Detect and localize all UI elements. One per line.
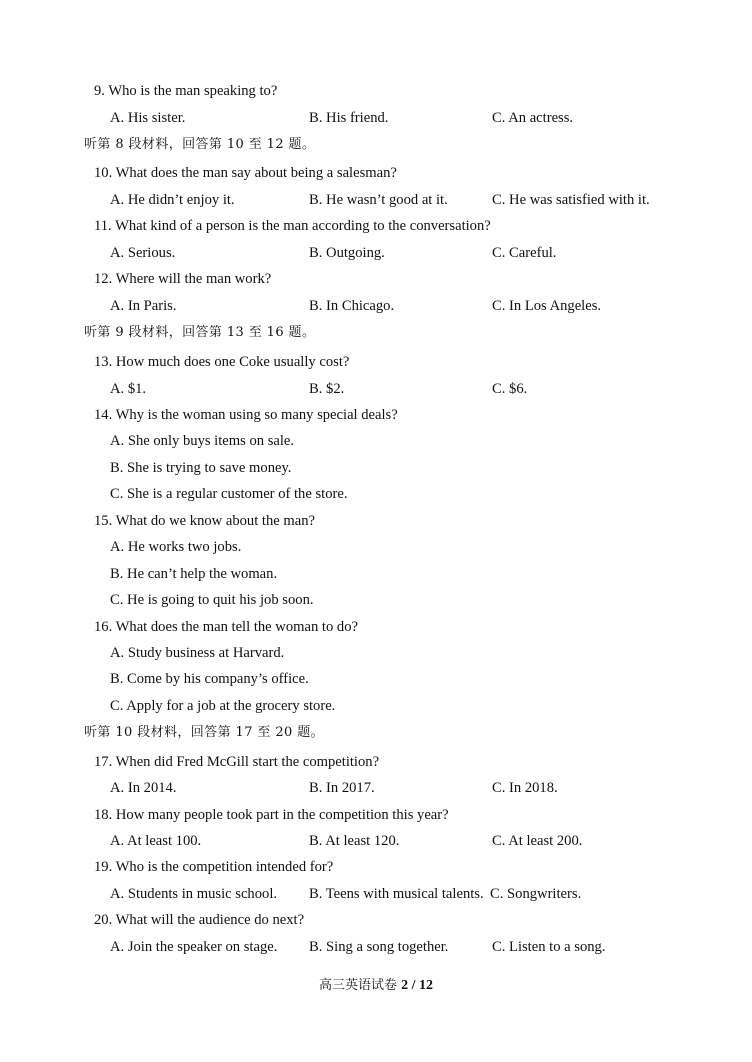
question-11: 11. What kind of a person is the man according to the conversation? (94, 218, 491, 234)
option-15c: C. He is going to quit his job soon. (110, 592, 314, 608)
option-18b: B. At least 120. (309, 833, 400, 849)
option-20a: A. Join the speaker on stage. (110, 939, 278, 955)
option-13a: A. $1. (110, 381, 147, 397)
option-10a: A. He didn’t enjoy it. (110, 192, 235, 208)
option-14a: A. She only buys items on sale. (110, 433, 295, 449)
option-10b: B. He wasn’t good at it. (309, 192, 448, 208)
question-10: 10. What does the man say about being a salesman? (94, 165, 397, 181)
question-19: 19. Who is the competition intended for? (94, 859, 334, 875)
option-9b: B. His friend. (309, 110, 389, 126)
question-15: 15. What do we know about the man? (94, 513, 316, 529)
option-16c: C. Apply for a job at the grocery store. (110, 698, 336, 714)
section-heading-9: 听第 9 段材料，回答第 13 至 16 题。 (84, 325, 316, 340)
question-12: 12. Where will the man work? (94, 271, 272, 287)
option-12b: B. In Chicago. (309, 298, 395, 314)
option-10c: C. He was satisfied with it. (492, 192, 650, 208)
option-18c: C. At least 200. (492, 833, 583, 849)
question-18: 18. How many people took part in the competition this year? (94, 807, 449, 823)
option-20b: B. Sing a song together. (309, 939, 449, 955)
footer-title: 高三英语试卷 (318, 978, 397, 993)
option-13c: C. $6. (492, 381, 528, 397)
option-17c: C. In 2018. (492, 780, 558, 796)
option-11a: A. Serious. (110, 245, 176, 261)
option-17a: A. In 2014. (110, 780, 177, 796)
option-19c: C. Songwriters. (490, 886, 582, 902)
option-17b: B. In 2017. (309, 780, 375, 796)
option-9c: C. An actress. (492, 110, 574, 126)
option-16b: B. Come by his company’s office. (110, 671, 309, 687)
option-19b: B. Teens with musical talents. (309, 886, 484, 902)
option-20c: C. Listen to a song. (492, 939, 606, 955)
question-16: 16. What does the man tell the woman to do? (94, 619, 358, 635)
question-13: 13. How much does one Coke usually cost? (94, 354, 350, 370)
option-14c: C. She is a regular customer of the store. (110, 486, 348, 502)
option-19a: A. Students in music school. (110, 886, 278, 902)
option-15a: A. He works two jobs. (110, 539, 242, 555)
option-14b: B. She is trying to save money. (110, 460, 292, 476)
option-12a: A. In Paris. (110, 298, 177, 314)
question-9: 9. Who is the man speaking to? (94, 83, 278, 99)
option-9a: A. His sister. (110, 110, 186, 126)
option-11c: C. Careful. (492, 245, 557, 261)
option-12c: C. In Los Angeles. (492, 298, 602, 314)
question-20: 20. What will the audience do next? (94, 912, 305, 928)
section-heading-10: 听第 10 段材料，回答第 17 至 20 题。 (84, 725, 325, 740)
page-footer (0, 975, 752, 997)
option-13b: B. $2. (309, 381, 345, 397)
page-number: 2 / 12 (401, 978, 434, 993)
question-17: 17. When did Fred McGill start the competition? (94, 754, 380, 770)
option-15b: B. He can’t help the woman. (110, 566, 278, 582)
question-14: 14. Why is the woman using so many special deals? (94, 407, 398, 423)
section-heading-8: 听第 8 段材料，回答第 10 至 12 题。 (84, 137, 316, 152)
option-11b: B. Outgoing. (309, 245, 385, 261)
option-18a: A. At least 100. (110, 833, 202, 849)
option-16a: A. Study business at Harvard. (110, 645, 285, 661)
